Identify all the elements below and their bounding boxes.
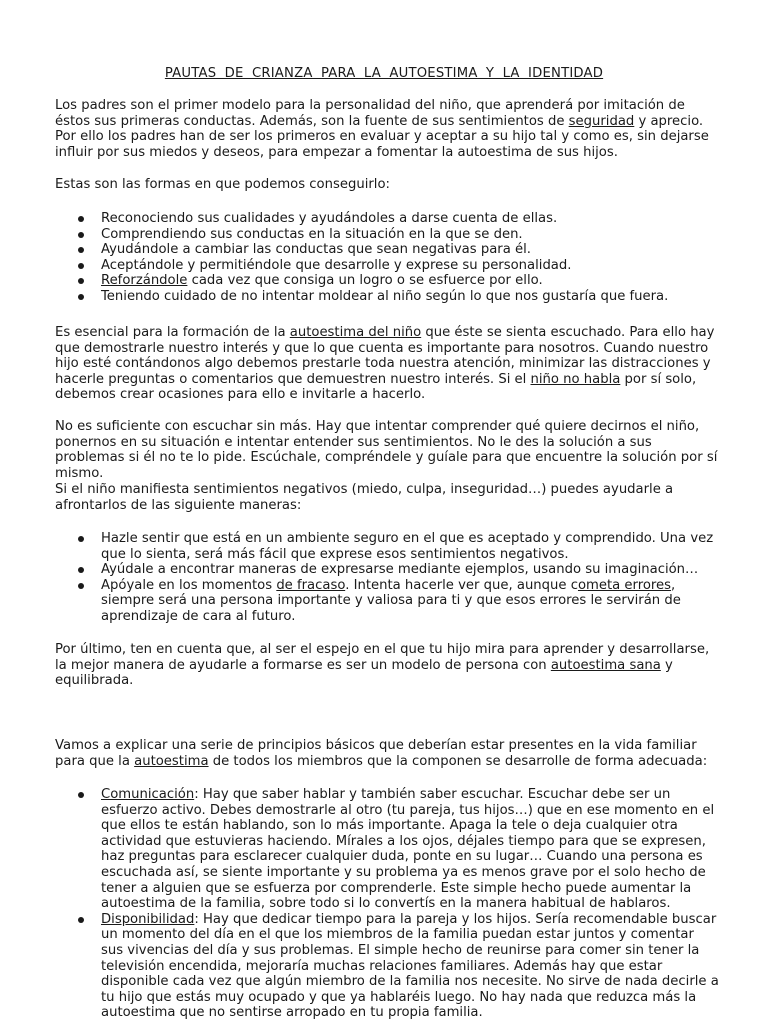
- underlined-term: seguridad: [568, 113, 635, 129]
- list-item: Teniendo cuidado de no intentar moldear al niño según lo que nos gustaría que fuera.: [55, 289, 720, 305]
- list-item: Comprendiendo sus conductas en la situación en la que se den.: [55, 227, 720, 243]
- negative-feelings-list: [55, 531, 720, 625]
- underlined-term: de fracaso: [276, 577, 346, 593]
- underlined-term: ometa errores: [577, 577, 672, 593]
- list-item: Comunicación: Hay que saber hablar y también saber escuchar. Escuchar debe ser un esfuerzo activo. Debes demostrarle al otro (tu pareja, tus hijos…) que en ese momento en el que ellos te están hablando, son lo más importante. Apaga la tele o deja cualquier otra actividad que estuvieras haciendo. Mírales a los ojos, déjales tiempo para que se expresen, haz preguntas para esclarecer cualquier duda, ponte en su lugar… Cuando una persona es escuchada así, se siente importante y su problema ya es menos grave por el solo hecho de tener a alguien que se esfuerza por comprenderle. Este simple hecho puede aumentar la autoestima de la familia, sobre todo si lo convertís en la manera habitual de hablaros.: [55, 787, 720, 912]
- underlined-term: Reforzándole: [101, 273, 188, 289]
- paragraph-listening: Es esencial para la formación de la autoestima del niño que éste se sienta escuchado. Para ello hay que demostrarle nuestro interés y que lo que cuenta es importante para nosotros. Cuando nuestro hijo esté contándonos algo debemos prestarle toda nuestra atención, minimizar las distracciones y hacerle preguntas o comentarios que demuestren nuestro interés. Si el niño no habla por sí solo, debemos crear ocasiones para ello e invitarle a hacerlo.: [55, 325, 715, 403]
- list-item: Ayúdale a encontrar maneras de expresarse mediante ejemplos, usando su imaginación…: [55, 562, 720, 578]
- list-item: Apóyale en los momentos de fracaso. Intenta hacerle ver que, aunque cometa errores, siempre será una persona importante y valiosa para ti y que esos errores le servirán de aprendizaje de cara al futuro.: [55, 578, 720, 625]
- underlined-term: autoestima sana: [550, 657, 661, 673]
- paragraph-negative-feelings: Si el niño manifiesta sentimientos negativos (miedo, culpa, inseguridad…) puedes ayudarle a afrontarlos de las siguiente maneras:: [55, 482, 674, 513]
- list-item: Ayudándole a cambiar las conductas que sean negativas para él.: [55, 242, 720, 258]
- underlined-term: autoestima del niño: [289, 325, 422, 340]
- paragraph-ways-intro: Estas son las formas en que podemos conseguirlo:: [55, 177, 390, 192]
- underlined-term: Disponibilidad: [101, 911, 195, 927]
- paragraph-understanding: No es suficiente con escuchar sin más. Hay que intentar comprender qué quiere decirnos el niño, ponernos en su situación e intentar entender sus sentimientos. No le des la solución a sus problemas si él no te lo pide. Escúchale, compréndele y guíale para que encuentre la solución por sí mismo.: [55, 419, 718, 481]
- list-item: Reconociendo sus cualidades y ayudándoles a darse cuenta de ellas.: [55, 211, 720, 227]
- paragraph-conclusion: Por último, ten en cuenta que, al ser el espejo en el que tu hijo mira para aprender y desarrollarse, la mejor manera de ayudarle a formarse es ser un modelo de persona con autoestima sana y equilibrada.: [55, 642, 710, 689]
- list-item: Hazle sentir que está en un ambiente seguro en el que es aceptado y comprendido. Una vez que lo sienta, será más fácil que exprese esos sentimientos negativos.: [55, 531, 720, 562]
- document-title: PAUTAS DE CRIANZA PARA LA AUTOESTIMA Y LA IDENTIDAD: [164, 66, 604, 81]
- underlined-term: niño no habla: [530, 371, 621, 387]
- underlined-term: autoestima: [134, 753, 209, 769]
- list-item: Reforzándole cada vez que consiga un logro o se esfuerce por ello.: [55, 273, 720, 289]
- paragraph-intro: Los padres son el primer modelo para la personalidad del niño, que aprenderá por imitación de éstos sus primeras conductas. Además, son la fuente de sus sentimientos de seguridad y aprecio. Por ello los padres han de ser los primeros en evaluar y aceptar a su hijo tal y como es, sin dejarse influir por sus miedos y deseos, para empezar a fomentar la autoestima de sus hijos.: [55, 98, 709, 160]
- principles-list: [55, 787, 720, 1021]
- ways-list: [55, 211, 720, 305]
- list-item: Aceptándole y permitiéndole que desarrolle y exprese su personalidad.: [55, 258, 720, 274]
- paragraph-principles-intro: Vamos a explicar una serie de principios básicos que deberían estar presentes en la vida familiar para que la autoestima de todos los miembros que la componen se desarrolle de forma adecuada:: [55, 738, 708, 769]
- underlined-term: Comunicación: [101, 787, 195, 802]
- list-item: Disponibilidad: Hay que dedicar tiempo para la pareja y los hijos. Sería recomendable buscar un momento del día en el que los miembros de la familia puedan estar juntos y comentar sus vivencias del día y sus problemas. El simple hecho de reunirse para comer sin tener la televisión encendida, mejoraría muchas relaciones familiares. Además hay que estar disponible cada vez que algún miembro de la familia nos necesite. No sirve de nada decirle a tu hijo que estás muy ocupado y que ya hablaréis luego. No hay nada que reduzca más la autoestima que no sentirse arropado en tu propia familia.: [55, 912, 720, 1021]
